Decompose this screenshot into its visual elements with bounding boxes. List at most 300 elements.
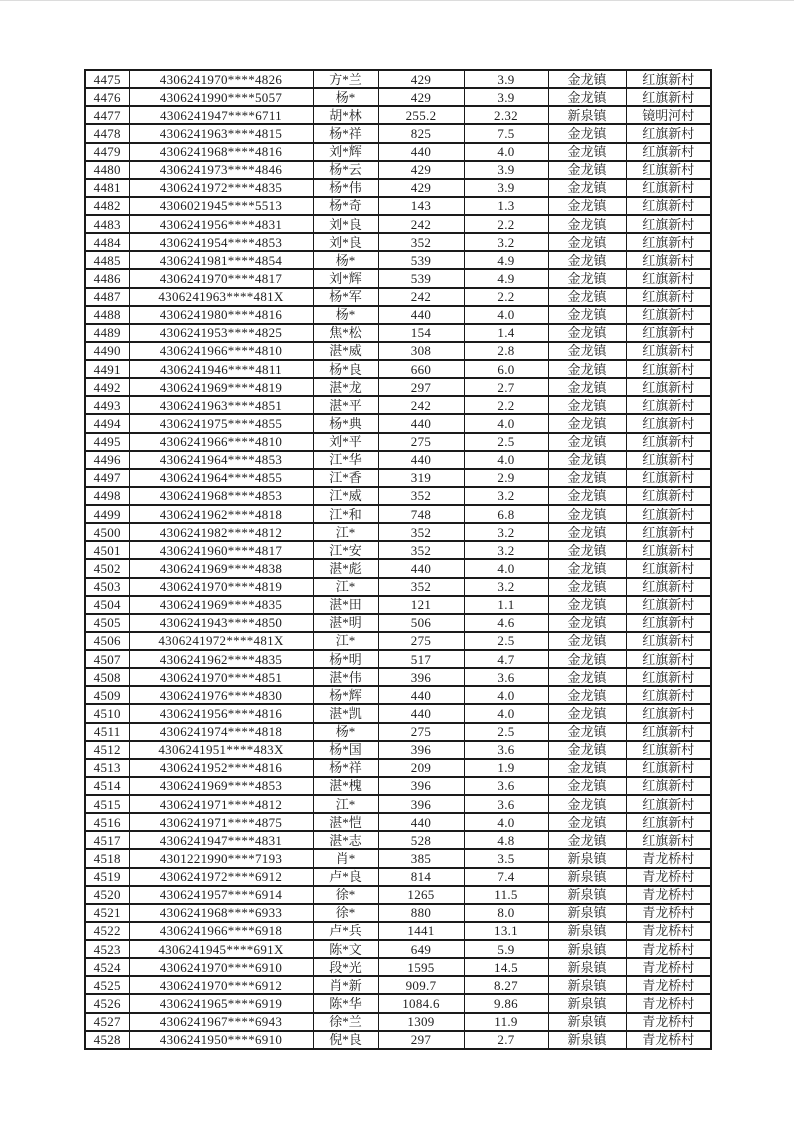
id-number-cell: 4306241969****4853 xyxy=(129,777,313,795)
table-row xyxy=(85,723,711,741)
name-cell: 江*安 xyxy=(313,541,378,559)
amount-cell: 242 xyxy=(378,396,464,414)
name-cell: 刘*辉 xyxy=(313,269,378,287)
table-row xyxy=(85,686,711,704)
name-cell: 段*光 xyxy=(313,958,378,976)
amount-cell: 429 xyxy=(378,179,464,197)
amount-cell: 748 xyxy=(378,505,464,523)
rate-cell: 8.0 xyxy=(464,904,548,922)
town-cell: 金龙镇 xyxy=(548,632,626,650)
name-cell: 湛*平 xyxy=(313,396,378,414)
serial-cell: 4523 xyxy=(85,940,129,958)
name-cell: 刘*良 xyxy=(313,215,378,233)
rate-cell: 1.4 xyxy=(464,324,548,342)
rate-cell: 3.2 xyxy=(464,233,548,251)
serial-cell: 4481 xyxy=(85,179,129,197)
rate-cell: 3.2 xyxy=(464,487,548,505)
name-cell: 方*兰 xyxy=(313,70,378,88)
serial-cell: 4491 xyxy=(85,360,129,378)
id-number-cell: 4306241973****4846 xyxy=(129,161,313,179)
amount-cell: 1595 xyxy=(378,958,464,976)
id-number-cell: 4306241963****4851 xyxy=(129,396,313,414)
amount-cell: 825 xyxy=(378,124,464,142)
amount-cell: 440 xyxy=(378,686,464,704)
rate-cell: 2.8 xyxy=(464,342,548,360)
page-top-edge-line xyxy=(0,0,794,1)
rate-cell: 14.5 xyxy=(464,958,548,976)
rate-cell: 6.8 xyxy=(464,505,548,523)
village-cell: 红旗新村 xyxy=(626,559,711,577)
village-cell: 红旗新村 xyxy=(626,741,711,759)
table-row xyxy=(85,994,711,1012)
id-number-cell: 4306241963****4815 xyxy=(129,124,313,142)
name-cell: 湛*威 xyxy=(313,342,378,360)
village-cell: 红旗新村 xyxy=(626,179,711,197)
id-number-cell: 4306241970****4817 xyxy=(129,269,313,287)
serial-cell: 4524 xyxy=(85,958,129,976)
town-cell: 新泉镇 xyxy=(548,994,626,1012)
rate-cell: 3.9 xyxy=(464,88,548,106)
id-number-cell: 4306241969****4838 xyxy=(129,559,313,577)
rate-cell: 3.9 xyxy=(464,70,548,88)
table-row xyxy=(85,88,711,106)
table-row xyxy=(85,306,711,324)
village-cell: 红旗新村 xyxy=(626,215,711,233)
table-row xyxy=(85,469,711,487)
amount-cell: 440 xyxy=(378,143,464,161)
town-cell: 金龙镇 xyxy=(548,378,626,396)
town-cell: 金龙镇 xyxy=(548,723,626,741)
town-cell: 金龙镇 xyxy=(548,88,626,106)
village-cell: 青龙桥村 xyxy=(626,886,711,904)
village-cell: 红旗新村 xyxy=(626,614,711,632)
amount-cell: 539 xyxy=(378,251,464,269)
serial-cell: 4497 xyxy=(85,469,129,487)
serial-cell: 4520 xyxy=(85,886,129,904)
name-cell: 江*香 xyxy=(313,469,378,487)
rate-cell: 4.0 xyxy=(464,686,548,704)
amount-cell: 1309 xyxy=(378,1013,464,1031)
village-cell: 青龙桥村 xyxy=(626,940,711,958)
amount-cell: 275 xyxy=(378,433,464,451)
rate-cell: 2.2 xyxy=(464,215,548,233)
amount-cell: 440 xyxy=(378,813,464,831)
id-number-cell: 4306241970****4819 xyxy=(129,578,313,596)
table-row xyxy=(85,886,711,904)
rate-cell: 8.27 xyxy=(464,976,548,994)
name-cell: 杨* xyxy=(313,723,378,741)
table-row xyxy=(85,831,711,849)
table-row xyxy=(85,487,711,505)
serial-cell: 4522 xyxy=(85,922,129,940)
serial-cell: 4515 xyxy=(85,795,129,813)
table-row xyxy=(85,269,711,287)
id-number-cell: 4306241972****6912 xyxy=(129,868,313,886)
id-number-cell: 4306241965****6919 xyxy=(129,994,313,1012)
amount-cell: 396 xyxy=(378,777,464,795)
id-number-cell: 4306241970****4826 xyxy=(129,70,313,88)
table-row xyxy=(85,197,711,215)
table-row xyxy=(85,777,711,795)
village-cell: 红旗新村 xyxy=(626,288,711,306)
town-cell: 金龙镇 xyxy=(548,396,626,414)
amount-cell: 814 xyxy=(378,868,464,886)
town-cell: 金龙镇 xyxy=(548,288,626,306)
amount-cell: 440 xyxy=(378,306,464,324)
town-cell: 金龙镇 xyxy=(548,686,626,704)
village-cell: 红旗新村 xyxy=(626,70,711,88)
town-cell: 金龙镇 xyxy=(548,269,626,287)
village-cell: 红旗新村 xyxy=(626,777,711,795)
name-cell: 湛*凯 xyxy=(313,704,378,722)
table-row xyxy=(85,1013,711,1031)
town-cell: 金龙镇 xyxy=(548,541,626,559)
amount-cell: 297 xyxy=(378,378,464,396)
serial-cell: 4487 xyxy=(85,288,129,306)
village-cell: 红旗新村 xyxy=(626,723,711,741)
amount-cell: 143 xyxy=(378,197,464,215)
town-cell: 新泉镇 xyxy=(548,1013,626,1031)
table-row xyxy=(85,596,711,614)
village-cell: 红旗新村 xyxy=(626,578,711,596)
village-cell: 红旗新村 xyxy=(626,632,711,650)
serial-cell: 4513 xyxy=(85,759,129,777)
id-number-cell: 4306241970****4851 xyxy=(129,668,313,686)
name-cell: 徐*兰 xyxy=(313,1013,378,1031)
id-number-cell: 4301221990****7193 xyxy=(129,849,313,867)
amount-cell: 539 xyxy=(378,269,464,287)
village-cell: 红旗新村 xyxy=(626,813,711,831)
id-number-cell: 4306241971****4812 xyxy=(129,795,313,813)
name-cell: 杨*伟 xyxy=(313,179,378,197)
name-cell: 陈*文 xyxy=(313,940,378,958)
village-cell: 青龙桥村 xyxy=(626,994,711,1012)
rate-cell: 3.9 xyxy=(464,161,548,179)
serial-cell: 4480 xyxy=(85,161,129,179)
name-cell: 江* xyxy=(313,523,378,541)
village-cell: 红旗新村 xyxy=(626,704,711,722)
town-cell: 金龙镇 xyxy=(548,559,626,577)
town-cell: 金龙镇 xyxy=(548,596,626,614)
id-number-cell: 4306241951****483X xyxy=(129,741,313,759)
rate-cell: 1.1 xyxy=(464,596,548,614)
amount-cell: 1265 xyxy=(378,886,464,904)
table-row xyxy=(85,70,711,88)
rate-cell: 3.9 xyxy=(464,179,548,197)
table-row xyxy=(85,541,711,559)
name-cell: 杨*辉 xyxy=(313,686,378,704)
id-number-cell: 4306241981****4854 xyxy=(129,251,313,269)
id-number-cell: 4306241957****6914 xyxy=(129,886,313,904)
town-cell: 金龙镇 xyxy=(548,505,626,523)
village-cell: 红旗新村 xyxy=(626,378,711,396)
town-cell: 新泉镇 xyxy=(548,106,626,124)
id-number-cell: 4306241971****4875 xyxy=(129,813,313,831)
id-number-cell: 4306241950****6910 xyxy=(129,1031,313,1049)
serial-cell: 4528 xyxy=(85,1031,129,1049)
id-number-cell: 4306241953****4825 xyxy=(129,324,313,342)
amount-cell: 440 xyxy=(378,414,464,432)
serial-cell: 4526 xyxy=(85,994,129,1012)
id-number-cell: 4306021945****5513 xyxy=(129,197,313,215)
table-row xyxy=(85,342,711,360)
village-cell: 青龙桥村 xyxy=(626,1013,711,1031)
rate-cell: 7.5 xyxy=(464,124,548,142)
name-cell: 卢*兵 xyxy=(313,922,378,940)
serial-cell: 4518 xyxy=(85,849,129,867)
village-cell: 红旗新村 xyxy=(626,306,711,324)
amount-cell: 429 xyxy=(378,161,464,179)
village-cell: 红旗新村 xyxy=(626,469,711,487)
id-number-cell: 4306241990****5057 xyxy=(129,88,313,106)
table-row xyxy=(85,904,711,922)
name-cell: 肖*新 xyxy=(313,976,378,994)
id-number-cell: 4306241947****4831 xyxy=(129,831,313,849)
table-row xyxy=(85,632,711,650)
town-cell: 新泉镇 xyxy=(548,976,626,994)
id-number-cell: 4306241970****6910 xyxy=(129,958,313,976)
serial-cell: 4485 xyxy=(85,251,129,269)
serial-cell: 4521 xyxy=(85,904,129,922)
village-cell: 红旗新村 xyxy=(626,505,711,523)
village-cell: 红旗新村 xyxy=(626,414,711,432)
town-cell: 金龙镇 xyxy=(548,414,626,432)
rate-cell: 4.0 xyxy=(464,143,548,161)
id-number-cell: 4306241956****4831 xyxy=(129,215,313,233)
rate-cell: 4.8 xyxy=(464,831,548,849)
amount-cell: 297 xyxy=(378,1031,464,1049)
village-cell: 红旗新村 xyxy=(626,269,711,287)
id-number-cell: 4306241966****4810 xyxy=(129,342,313,360)
village-cell: 镜明河村 xyxy=(626,106,711,124)
name-cell: 杨*典 xyxy=(313,414,378,432)
village-cell: 红旗新村 xyxy=(626,360,711,378)
amount-cell: 506 xyxy=(378,614,464,632)
name-cell: 湛*槐 xyxy=(313,777,378,795)
amount-cell: 528 xyxy=(378,831,464,849)
table-row xyxy=(85,251,711,269)
serial-cell: 4482 xyxy=(85,197,129,215)
id-number-cell: 4306241968****4816 xyxy=(129,143,313,161)
serial-cell: 4492 xyxy=(85,378,129,396)
name-cell: 陈*华 xyxy=(313,994,378,1012)
name-cell: 湛*龙 xyxy=(313,378,378,396)
town-cell: 金龙镇 xyxy=(548,179,626,197)
amount-cell: 1441 xyxy=(378,922,464,940)
rate-cell: 4.9 xyxy=(464,251,548,269)
rate-cell: 1.3 xyxy=(464,197,548,215)
id-number-cell: 4306241970****6912 xyxy=(129,976,313,994)
village-cell: 红旗新村 xyxy=(626,324,711,342)
id-number-cell: 4306241969****4819 xyxy=(129,378,313,396)
amount-cell: 440 xyxy=(378,704,464,722)
rate-cell: 2.9 xyxy=(464,469,548,487)
table-row xyxy=(85,288,711,306)
id-number-cell: 4306241969****4835 xyxy=(129,596,313,614)
town-cell: 新泉镇 xyxy=(548,940,626,958)
table-row xyxy=(85,396,711,414)
name-cell: 杨* xyxy=(313,88,378,106)
amount-cell: 242 xyxy=(378,288,464,306)
name-cell: 杨*良 xyxy=(313,360,378,378)
town-cell: 金龙镇 xyxy=(548,451,626,469)
amount-cell: 352 xyxy=(378,578,464,596)
rate-cell: 3.2 xyxy=(464,541,548,559)
town-cell: 金龙镇 xyxy=(548,306,626,324)
rate-cell: 5.9 xyxy=(464,940,548,958)
id-number-cell: 4306241982****4812 xyxy=(129,523,313,541)
amount-cell: 396 xyxy=(378,741,464,759)
town-cell: 金龙镇 xyxy=(548,233,626,251)
town-cell: 金龙镇 xyxy=(548,487,626,505)
amount-cell: 154 xyxy=(378,324,464,342)
id-number-cell: 4306241945****691X xyxy=(129,940,313,958)
amount-cell: 275 xyxy=(378,723,464,741)
town-cell: 金龙镇 xyxy=(548,251,626,269)
serial-cell: 4519 xyxy=(85,868,129,886)
table-row xyxy=(85,614,711,632)
serial-cell: 4477 xyxy=(85,106,129,124)
id-number-cell: 4306241962****4818 xyxy=(129,505,313,523)
amount-cell: 880 xyxy=(378,904,464,922)
serial-cell: 4504 xyxy=(85,596,129,614)
town-cell: 金龙镇 xyxy=(548,578,626,596)
table-row xyxy=(85,976,711,994)
name-cell: 徐* xyxy=(313,886,378,904)
serial-cell: 4486 xyxy=(85,269,129,287)
rate-cell: 1.9 xyxy=(464,759,548,777)
amount-cell: 352 xyxy=(378,487,464,505)
name-cell: 刘*辉 xyxy=(313,143,378,161)
village-cell: 红旗新村 xyxy=(626,686,711,704)
serial-cell: 4510 xyxy=(85,704,129,722)
village-cell: 红旗新村 xyxy=(626,668,711,686)
table-row xyxy=(85,704,711,722)
town-cell: 金龙镇 xyxy=(548,360,626,378)
beneficiary-data-table xyxy=(84,69,712,1050)
village-cell: 红旗新村 xyxy=(626,523,711,541)
town-cell: 金龙镇 xyxy=(548,124,626,142)
village-cell: 红旗新村 xyxy=(626,451,711,469)
table-row xyxy=(85,179,711,197)
village-cell: 红旗新村 xyxy=(626,795,711,813)
table-row xyxy=(85,650,711,668)
table-row xyxy=(85,868,711,886)
name-cell: 徐* xyxy=(313,904,378,922)
rate-cell: 4.0 xyxy=(464,414,548,432)
rate-cell: 9.86 xyxy=(464,994,548,1012)
village-cell: 红旗新村 xyxy=(626,251,711,269)
table-row xyxy=(85,813,711,831)
village-cell: 红旗新村 xyxy=(626,124,711,142)
table-row xyxy=(85,124,711,142)
amount-cell: 242 xyxy=(378,215,464,233)
rate-cell: 13.1 xyxy=(464,922,548,940)
serial-cell: 4476 xyxy=(85,88,129,106)
amount-cell: 396 xyxy=(378,668,464,686)
town-cell: 金龙镇 xyxy=(548,650,626,668)
serial-cell: 4505 xyxy=(85,614,129,632)
name-cell: 杨*祥 xyxy=(313,124,378,142)
table-row xyxy=(85,1031,711,1049)
name-cell: 湛*伟 xyxy=(313,668,378,686)
table-row xyxy=(85,922,711,940)
rate-cell: 4.0 xyxy=(464,704,548,722)
table-row xyxy=(85,360,711,378)
id-number-cell: 4306241964****4853 xyxy=(129,451,313,469)
town-cell: 金龙镇 xyxy=(548,161,626,179)
village-cell: 红旗新村 xyxy=(626,596,711,614)
amount-cell: 255.2 xyxy=(378,106,464,124)
table-row xyxy=(85,668,711,686)
amount-cell: 352 xyxy=(378,233,464,251)
serial-cell: 4509 xyxy=(85,686,129,704)
id-number-cell: 4306241960****4817 xyxy=(129,541,313,559)
town-cell: 金龙镇 xyxy=(548,795,626,813)
serial-cell: 4478 xyxy=(85,124,129,142)
table-row xyxy=(85,106,711,124)
table-row xyxy=(85,414,711,432)
name-cell: 焦*松 xyxy=(313,324,378,342)
village-cell: 红旗新村 xyxy=(626,143,711,161)
name-cell: 湛*明 xyxy=(313,614,378,632)
serial-cell: 4499 xyxy=(85,505,129,523)
id-number-cell: 4306241947****6711 xyxy=(129,106,313,124)
name-cell: 杨* xyxy=(313,306,378,324)
village-cell: 青龙桥村 xyxy=(626,958,711,976)
village-cell: 红旗新村 xyxy=(626,759,711,777)
village-cell: 红旗新村 xyxy=(626,88,711,106)
serial-cell: 4503 xyxy=(85,578,129,596)
serial-cell: 4475 xyxy=(85,70,129,88)
table-row xyxy=(85,233,711,251)
rate-cell: 2.5 xyxy=(464,632,548,650)
name-cell: 卢*良 xyxy=(313,868,378,886)
village-cell: 红旗新村 xyxy=(626,233,711,251)
name-cell: 胡*林 xyxy=(313,106,378,124)
name-cell: 江*华 xyxy=(313,451,378,469)
amount-cell: 517 xyxy=(378,650,464,668)
rate-cell: 4.9 xyxy=(464,269,548,287)
serial-cell: 4506 xyxy=(85,632,129,650)
town-cell: 金龙镇 xyxy=(548,143,626,161)
id-number-cell: 4306241964****4855 xyxy=(129,469,313,487)
table-row xyxy=(85,559,711,577)
serial-cell: 4495 xyxy=(85,433,129,451)
amount-cell: 396 xyxy=(378,795,464,813)
name-cell: 江*和 xyxy=(313,505,378,523)
serial-cell: 4507 xyxy=(85,650,129,668)
rate-cell: 4.0 xyxy=(464,813,548,831)
name-cell: 湛*彪 xyxy=(313,559,378,577)
amount-cell: 440 xyxy=(378,451,464,469)
town-cell: 金龙镇 xyxy=(548,831,626,849)
rate-cell: 4.6 xyxy=(464,614,548,632)
id-number-cell: 4306241976****4830 xyxy=(129,686,313,704)
name-cell: 江*威 xyxy=(313,487,378,505)
serial-cell: 4494 xyxy=(85,414,129,432)
rate-cell: 11.5 xyxy=(464,886,548,904)
town-cell: 金龙镇 xyxy=(548,215,626,233)
rate-cell: 2.7 xyxy=(464,378,548,396)
village-cell: 青龙桥村 xyxy=(626,1031,711,1049)
table-row xyxy=(85,523,711,541)
village-cell: 红旗新村 xyxy=(626,342,711,360)
id-number-cell: 4306241968****6933 xyxy=(129,904,313,922)
rate-cell: 2.2 xyxy=(464,288,548,306)
town-cell: 金龙镇 xyxy=(548,741,626,759)
village-cell: 青龙桥村 xyxy=(626,868,711,886)
